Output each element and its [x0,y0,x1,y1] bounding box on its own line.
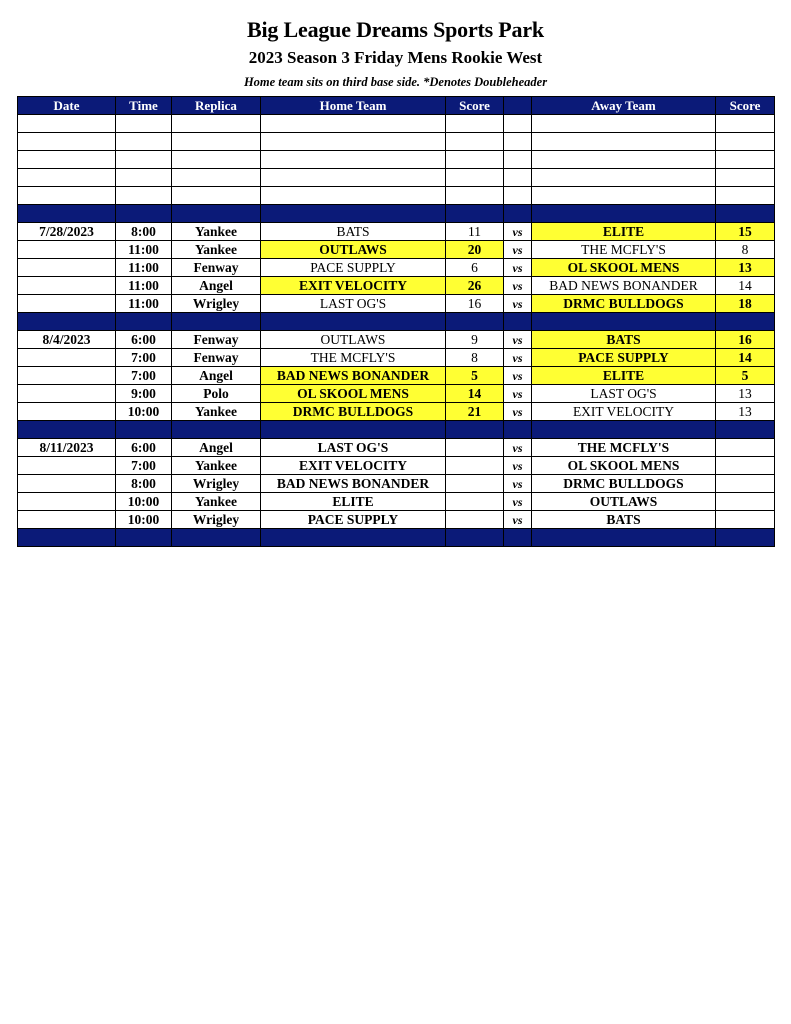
empty-cell [716,169,775,187]
away-team-cell: LAST OG'S [532,385,716,403]
date-cell [18,241,116,259]
vs-cell: vs [504,223,532,241]
away-team-cell: BATS [532,331,716,349]
empty-cell [18,529,116,547]
empty-cell [18,205,116,223]
time-cell: 7:00 [116,457,172,475]
empty-cell [716,115,775,133]
empty-cell [446,313,504,331]
empty-cell [446,169,504,187]
replica-cell: Yankee [172,493,261,511]
empty-cell [116,529,172,547]
col-header-time: Time [116,97,172,115]
blank-row [18,151,775,169]
vs-cell: vs [504,439,532,457]
blank-row [18,133,775,151]
empty-cell [261,187,446,205]
vs-cell: vs [504,385,532,403]
away-score-cell [716,511,775,529]
home-team-cell: BAD NEWS BONANDER [261,475,446,493]
empty-cell [172,421,261,439]
date-cell [18,295,116,313]
empty-cell [261,169,446,187]
empty-cell [504,313,532,331]
date-cell [18,475,116,493]
game-row [18,331,775,349]
replica-cell: Fenway [172,259,261,277]
date-cell [18,511,116,529]
vs-cell: vs [504,493,532,511]
home-team-cell: THE MCFLY'S [261,349,446,367]
blank-row [18,169,775,187]
game-row [18,385,775,403]
col-header-date: Date [18,97,116,115]
home-score-cell: 11 [446,223,504,241]
empty-cell [532,187,716,205]
home-score-cell [446,475,504,493]
vs-cell: vs [504,295,532,313]
away-score-cell: 14 [716,349,775,367]
separator-band [18,313,775,331]
replica-cell: Angel [172,439,261,457]
schedule-note: Home team sits on third base side. *Denotes Doubleheader [243,75,548,89]
home-score-cell: 8 [446,349,504,367]
col-header-home-team: Home Team [261,97,446,115]
empty-cell [532,421,716,439]
empty-cell [716,151,775,169]
time-cell: 10:00 [116,511,172,529]
date-cell [18,457,116,475]
away-score-cell: 13 [716,385,775,403]
vs-cell: vs [504,403,532,421]
home-score-cell: 21 [446,403,504,421]
home-team-cell: ELITE [261,493,446,511]
empty-cell [532,169,716,187]
home-team-cell: OUTLAWS [261,241,446,259]
vs-cell: vs [504,367,532,385]
replica-cell: Wrigley [172,295,261,313]
date-cell: 7/28/2023 [18,223,116,241]
empty-cell [446,421,504,439]
empty-cell [446,205,504,223]
vs-cell: vs [504,349,532,367]
replica-cell: Wrigley [172,475,261,493]
away-score-cell [716,457,775,475]
empty-cell [172,133,261,151]
col-header-away-team: Away Team [532,97,716,115]
time-cell: 6:00 [116,331,172,349]
empty-cell [504,169,532,187]
time-cell: 7:00 [116,367,172,385]
home-team-cell: PACE SUPPLY [261,511,446,529]
empty-cell [504,529,532,547]
game-row [18,511,775,529]
game-row [18,457,775,475]
game-row [18,475,775,493]
away-team-cell: THE MCFLY'S [532,241,716,259]
away-team-cell: DRMC BULLDOGS [532,475,716,493]
home-team-cell: BAD NEWS BONANDER [261,367,446,385]
time-cell: 11:00 [116,259,172,277]
home-team-cell: EXIT VELOCITY [261,277,446,295]
date-cell [18,367,116,385]
home-score-cell [446,457,504,475]
away-score-cell [716,475,775,493]
empty-cell [532,133,716,151]
vs-cell: vs [504,331,532,349]
time-cell: 7:00 [116,349,172,367]
empty-cell [716,421,775,439]
empty-cell [716,133,775,151]
game-row [18,259,775,277]
separator-band [18,205,775,223]
empty-cell [504,187,532,205]
replica-cell: Wrigley [172,511,261,529]
col-header-away-score: Score [716,97,775,115]
away-team-cell: BATS [532,511,716,529]
empty-cell [504,205,532,223]
date-cell [18,493,116,511]
away-team-cell: OUTLAWS [532,493,716,511]
col-header-home-score: Score [446,97,504,115]
empty-cell [116,187,172,205]
replica-cell: Yankee [172,457,261,475]
away-score-cell: 13 [716,403,775,421]
empty-cell [172,205,261,223]
empty-cell [716,187,775,205]
away-team-cell: OL SKOOL MENS [532,457,716,475]
game-row [18,223,775,241]
empty-cell [18,169,116,187]
time-cell: 6:00 [116,439,172,457]
empty-cell [504,115,532,133]
home-score-cell: 9 [446,331,504,349]
page-subtitle: 2023 Season 3 Friday Mens Rookie West [248,48,543,67]
home-score-cell: 16 [446,295,504,313]
empty-cell [261,421,446,439]
empty-cell [261,151,446,169]
col-header-replica: Replica [172,97,261,115]
date-cell: 8/4/2023 [18,331,116,349]
empty-cell [18,151,116,169]
empty-cell [446,151,504,169]
home-team-cell: BATS [261,223,446,241]
empty-cell [116,133,172,151]
empty-cell [18,115,116,133]
empty-cell [18,133,116,151]
empty-cell [532,151,716,169]
away-score-cell: 18 [716,295,775,313]
home-score-cell [446,439,504,457]
time-cell: 11:00 [116,277,172,295]
away-team-cell: PACE SUPPLY [532,349,716,367]
home-score-cell: 20 [446,241,504,259]
away-team-cell: BAD NEWS BONANDER [532,277,716,295]
empty-cell [261,115,446,133]
away-score-cell: 16 [716,331,775,349]
empty-cell [532,313,716,331]
empty-cell [504,133,532,151]
away-score-cell [716,439,775,457]
replica-cell: Angel [172,277,261,295]
empty-cell [261,313,446,331]
home-team-cell: OL SKOOL MENS [261,385,446,403]
empty-cell [446,133,504,151]
empty-cell [716,205,775,223]
date-cell [18,277,116,295]
vs-cell: vs [504,259,532,277]
empty-cell [261,529,446,547]
empty-cell [172,187,261,205]
empty-cell [116,115,172,133]
empty-cell [532,205,716,223]
empty-cell [532,115,716,133]
game-row [18,367,775,385]
empty-cell [172,169,261,187]
empty-cell [172,115,261,133]
col-header-vs [504,97,532,115]
time-cell: 11:00 [116,241,172,259]
game-row [18,295,775,313]
replica-cell: Polo [172,385,261,403]
time-cell: 10:00 [116,403,172,421]
time-cell: 9:00 [116,385,172,403]
home-team-cell: OUTLAWS [261,331,446,349]
time-cell: 8:00 [116,475,172,493]
game-row [18,439,775,457]
schedule-table [17,96,775,547]
replica-cell: Yankee [172,223,261,241]
separator-band [18,421,775,439]
table-header-row [18,97,775,115]
away-score-cell: 13 [716,259,775,277]
vs-cell: vs [504,511,532,529]
home-score-cell: 6 [446,259,504,277]
game-row [18,403,775,421]
home-score-cell: 14 [446,385,504,403]
empty-cell [172,529,261,547]
home-score-cell [446,493,504,511]
away-score-cell: 8 [716,241,775,259]
home-team-cell: LAST OG'S [261,295,446,313]
home-score-cell [446,511,504,529]
away-team-cell: THE MCFLY'S [532,439,716,457]
schedule-body [18,115,775,547]
empty-cell [18,313,116,331]
vs-cell: vs [504,475,532,493]
empty-cell [261,133,446,151]
blank-row [18,115,775,133]
empty-cell [172,313,261,331]
away-team-cell: DRMC BULLDOGS [532,295,716,313]
home-team-cell: PACE SUPPLY [261,259,446,277]
blank-row [18,187,775,205]
replica-cell: Fenway [172,331,261,349]
away-score-cell [716,493,775,511]
time-cell: 11:00 [116,295,172,313]
separator-band [18,529,775,547]
empty-cell [116,313,172,331]
away-team-cell: ELITE [532,223,716,241]
game-row [18,241,775,259]
game-row [18,349,775,367]
home-team-cell: LAST OG'S [261,439,446,457]
game-row [18,277,775,295]
empty-cell [716,313,775,331]
date-cell [18,403,116,421]
empty-cell [116,205,172,223]
away-team-cell: ELITE [532,367,716,385]
home-team-cell: DRMC BULLDOGS [261,403,446,421]
empty-cell [18,187,116,205]
time-cell: 10:00 [116,493,172,511]
vs-cell: vs [504,277,532,295]
page-title: Big League Dreams Sports Park [247,17,544,42]
empty-cell [716,529,775,547]
empty-cell [504,421,532,439]
game-row [18,493,775,511]
empty-cell [504,151,532,169]
away-score-cell: 14 [716,277,775,295]
empty-cell [116,169,172,187]
replica-cell: Angel [172,367,261,385]
empty-cell [446,529,504,547]
empty-cell [116,151,172,169]
time-cell: 8:00 [116,223,172,241]
away-team-cell: OL SKOOL MENS [532,259,716,277]
empty-cell [446,187,504,205]
empty-cell [172,151,261,169]
replica-cell: Yankee [172,403,261,421]
empty-cell [532,529,716,547]
date-cell [18,349,116,367]
home-score-cell: 5 [446,367,504,385]
empty-cell [116,421,172,439]
home-score-cell: 26 [446,277,504,295]
date-cell [18,385,116,403]
replica-cell: Yankee [172,241,261,259]
away-score-cell: 5 [716,367,775,385]
replica-cell: Fenway [172,349,261,367]
home-team-cell: EXIT VELOCITY [261,457,446,475]
date-cell [18,259,116,277]
away-team-cell: EXIT VELOCITY [532,403,716,421]
empty-cell [18,421,116,439]
away-score-cell: 15 [716,223,775,241]
vs-cell: vs [504,457,532,475]
date-cell: 8/11/2023 [18,439,116,457]
empty-cell [446,115,504,133]
vs-cell: vs [504,241,532,259]
empty-cell [261,205,446,223]
